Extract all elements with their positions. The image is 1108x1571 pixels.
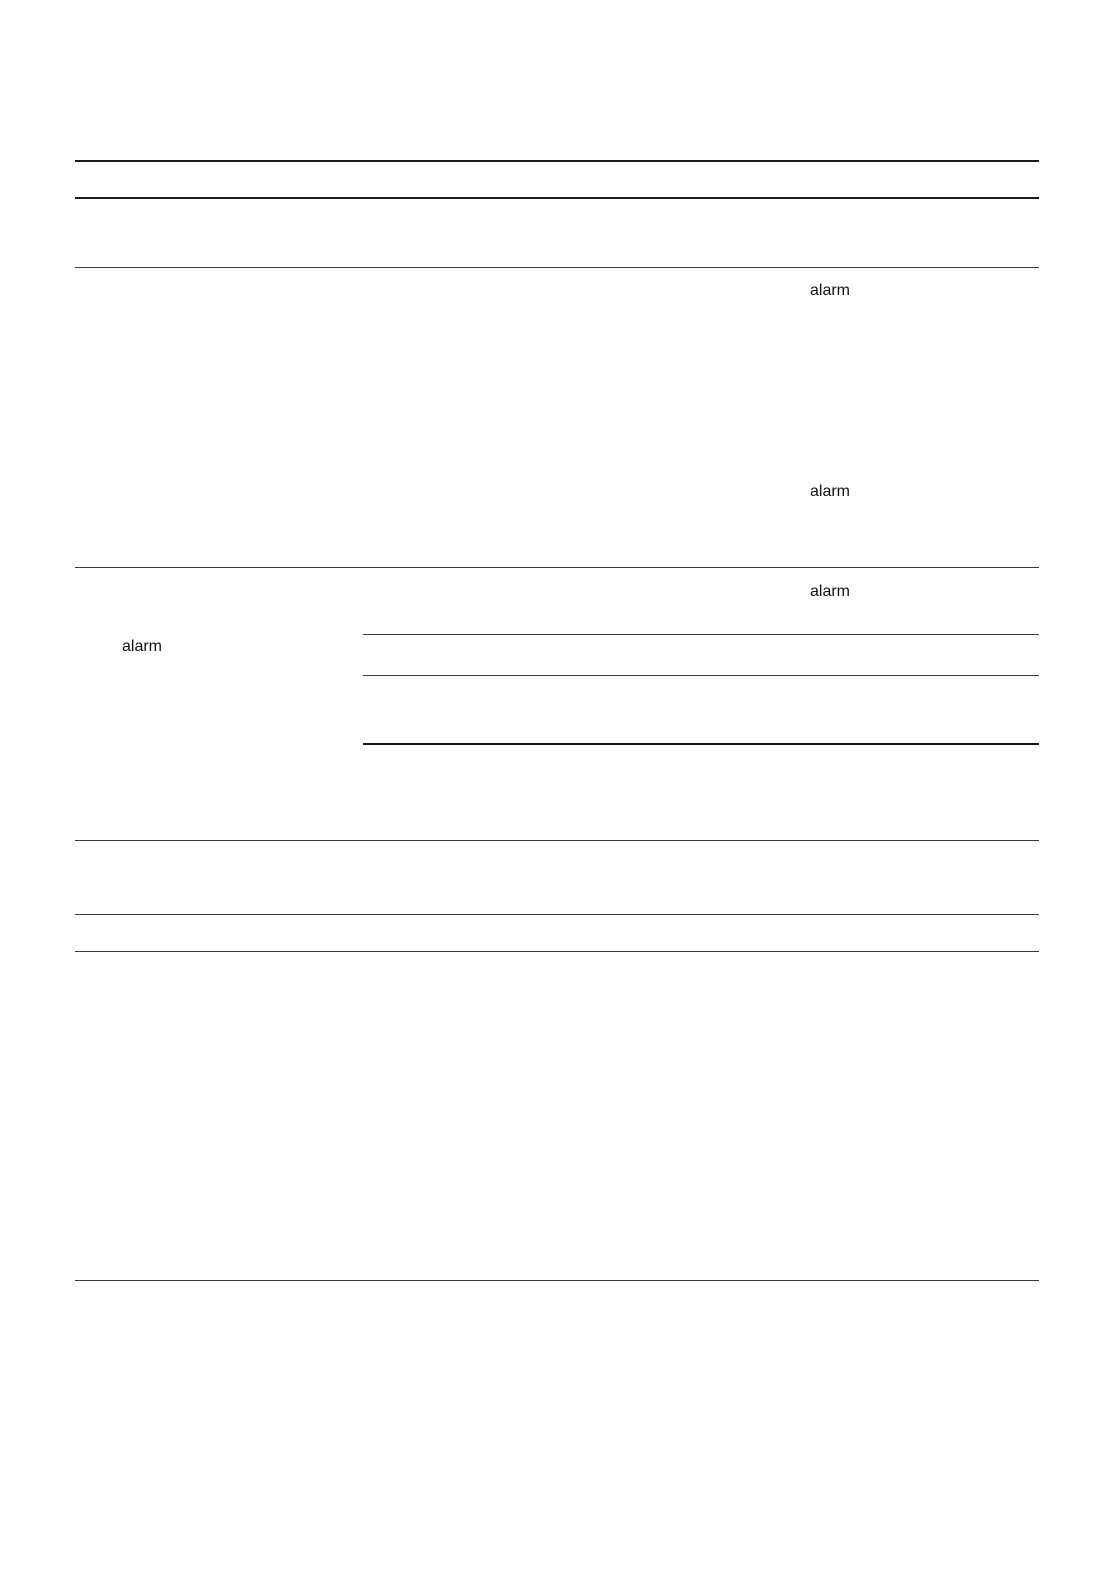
table-top-rule — [75, 160, 1039, 162]
row-divider — [75, 951, 1039, 952]
row-divider — [75, 914, 1039, 915]
row-divider — [75, 567, 1039, 568]
table-cell-row2-col3-text-2: alarm — [810, 483, 851, 500]
subrow-divider — [363, 634, 1039, 635]
subrow-divider — [363, 675, 1039, 676]
table-cell-row2-col3-text-1: alarm — [810, 282, 851, 299]
table-bottom-rule — [75, 1280, 1039, 1281]
row-divider — [75, 267, 1039, 268]
table-cell-row3-col1-text: alarm — [122, 638, 163, 655]
subtable-bottom-rule — [363, 743, 1039, 745]
table-header-rule — [75, 197, 1039, 199]
table-cell-row3-col3-text: alarm — [810, 583, 851, 600]
row-divider — [75, 840, 1039, 841]
